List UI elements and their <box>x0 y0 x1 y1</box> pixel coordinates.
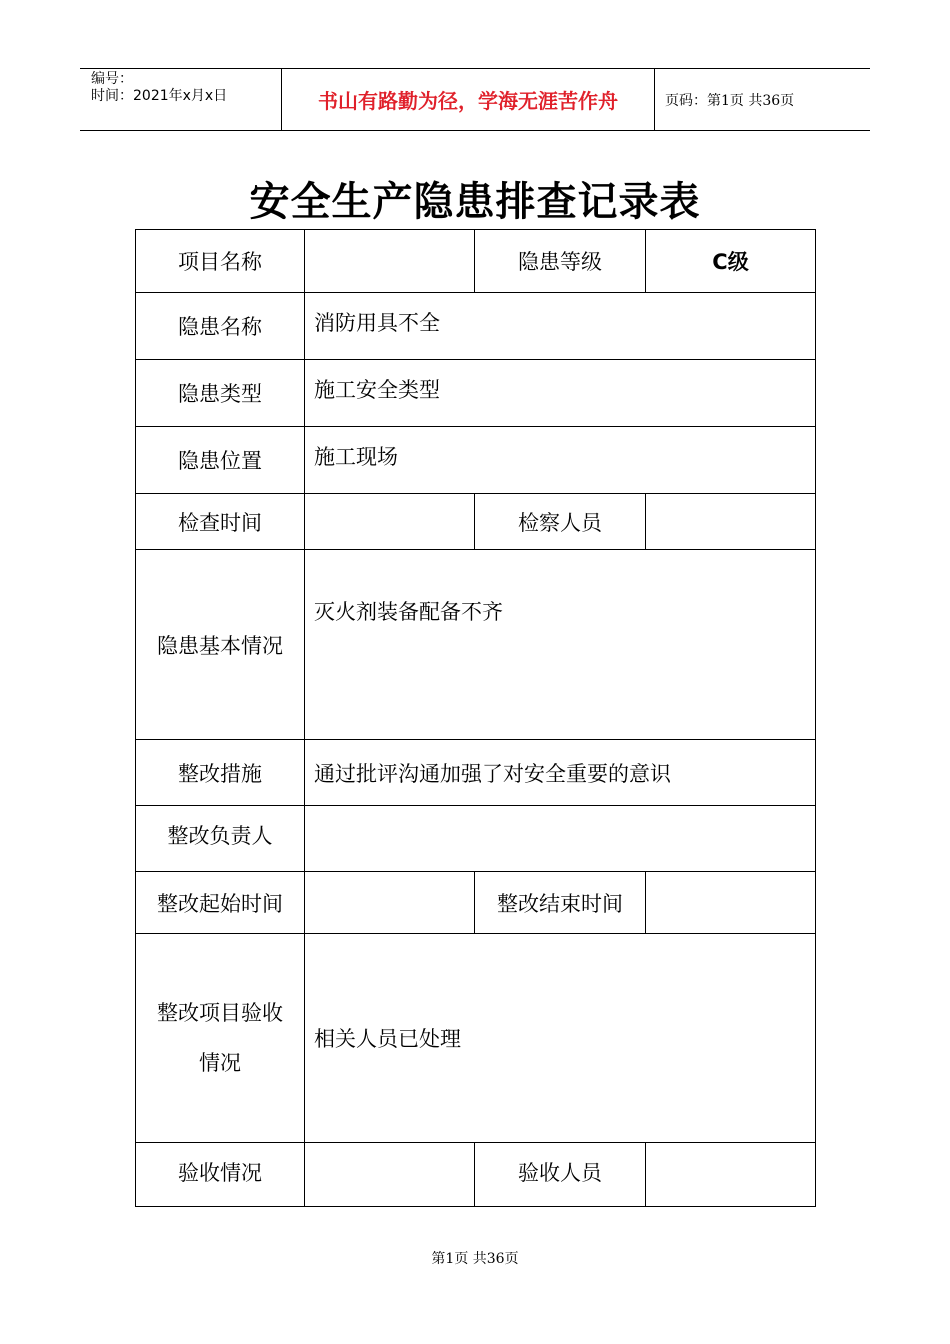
acceptance-situation-label-line1: 整改项目验收 <box>157 1001 283 1025</box>
hazard-name-label: 隐患名称 <box>136 293 305 359</box>
inspection-time-field[interactable] <box>305 494 475 549</box>
inspector-label: 检察人员 <box>475 494 646 549</box>
page-header <box>80 68 870 131</box>
document-title: 安全生产隐患排查记录表 <box>249 179 701 225</box>
table-row <box>136 933 815 1142</box>
acceptor-label: 验收人员 <box>475 1143 646 1206</box>
table-row <box>136 739 815 805</box>
acceptance-label: 验收情况 <box>136 1143 305 1206</box>
end-time-field[interactable] <box>646 872 815 933</box>
responsible-field[interactable] <box>305 806 815 871</box>
header-page-cell <box>655 69 869 130</box>
number-label: 编号： <box>91 71 133 87</box>
acceptance-field[interactable] <box>305 1143 475 1206</box>
hazard-record-table <box>135 229 816 1207</box>
rectification-label: 整改措施 <box>136 740 305 805</box>
header-meta <box>80 69 280 130</box>
inspector-field[interactable] <box>646 494 815 549</box>
table-row <box>136 549 815 739</box>
hazard-level-field[interactable]: C级 <box>712 250 749 274</box>
start-time-field[interactable] <box>305 872 475 933</box>
basic-situation-label: 隐患基本情况 <box>136 550 305 739</box>
table-row <box>136 493 815 549</box>
hazard-location-field[interactable]: 施工现场 <box>314 445 398 469</box>
date-text: 时间：2021年x月x日 <box>91 88 228 104</box>
page-info: 页码：第1页 共36页 <box>665 92 795 109</box>
rectification-field[interactable]: 通过批评沟通加强了对安全重要的意识 <box>314 761 671 786</box>
start-time-label: 整改起始时间 <box>136 872 305 933</box>
inspection-time-label: 检查时间 <box>136 494 305 549</box>
table-row <box>136 230 815 292</box>
basic-situation-field[interactable]: 灭火剂装备配备不齐 <box>314 600 503 624</box>
hazard-name-field[interactable]: 消防用具不全 <box>314 311 440 335</box>
table-row <box>136 359 815 426</box>
hazard-type-field[interactable]: 施工安全类型 <box>314 378 440 402</box>
table-row <box>136 805 815 871</box>
hazard-level-label: 隐患等级 <box>475 230 646 292</box>
acceptance-situation-field[interactable]: 相关人员已处理 <box>314 1027 461 1051</box>
acceptor-field[interactable] <box>646 1143 815 1206</box>
table-row <box>136 292 815 359</box>
table-row <box>136 426 815 493</box>
project-name-label: 项目名称 <box>136 230 305 292</box>
responsible-label: 整改负责人 <box>136 806 305 871</box>
motto: 书山有路勤为径，学海无涯苦作舟 <box>318 89 618 113</box>
header-motto-cell <box>281 69 655 130</box>
acceptance-situation-label-line2: 情况 <box>199 1051 241 1075</box>
table-row <box>136 871 815 933</box>
hazard-type-label: 隐患类型 <box>136 360 305 426</box>
page-footer: 第1页 共36页 <box>431 1251 519 1267</box>
table-row <box>136 1142 815 1206</box>
hazard-location-label: 隐患位置 <box>136 427 305 493</box>
project-name-field[interactable] <box>305 230 475 292</box>
end-time-label: 整改结束时间 <box>475 872 646 933</box>
acceptance-situation-label <box>136 934 305 1142</box>
